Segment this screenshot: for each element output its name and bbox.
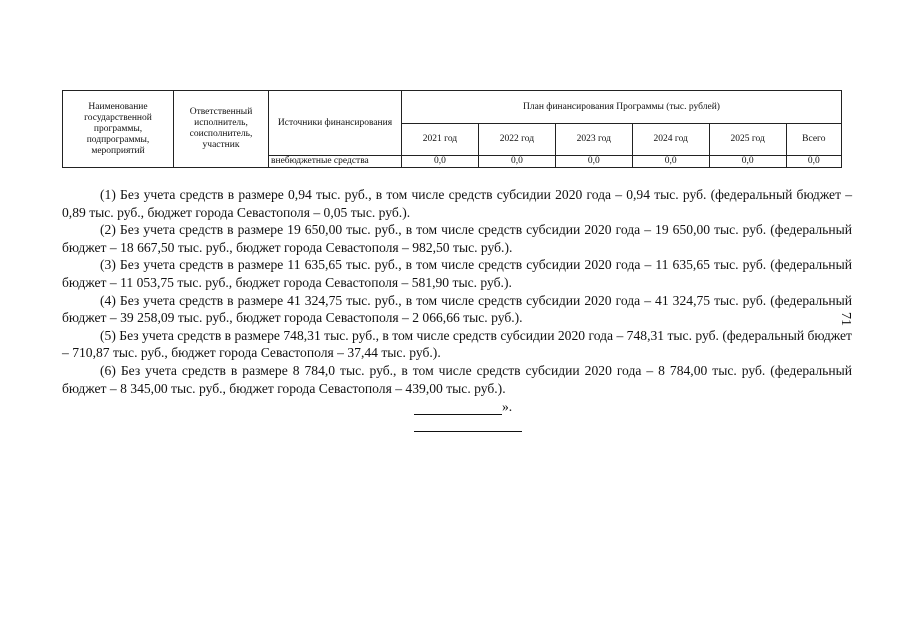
footnotes bbox=[62, 186, 852, 397]
footnote: (6) Без учета средств в размере 8 784,0 тыс. руб., в том числе средств субсидии 2020 года – 8 784,00 тыс. руб. (федеральный бюджет – 8 345,00 тыс. руб., бюджет города Севастополя – 439,00 тыс. руб.). bbox=[62, 362, 852, 396]
signature-line bbox=[414, 400, 502, 415]
footnote: (4) Без учета средств в размере 41 324,75 тыс. руб., в том числе средств субсидии 2020 года – 41 324,75 тыс. руб. (федеральный бюджет – 39 258,09 тыс. руб., бюджет города Севастополя – 2 066,66 тыс. руб.). bbox=[62, 292, 852, 326]
year-header: 2023 год bbox=[555, 124, 632, 156]
year-header: 2025 год bbox=[709, 124, 786, 156]
source-cell: внебюджетные средства bbox=[269, 156, 402, 168]
value-cell: 0,0 bbox=[632, 156, 709, 168]
footnote: (5) Без учета средств в размере 748,31 тыс. руб., в том числе средств субсидии 2020 года – 748,31 тыс. руб. (федеральный бюджет – 710,87 тыс. руб., бюджет города Севастополя – 37,44 тыс. руб.). bbox=[62, 327, 852, 361]
header-executor: Ответственный исполнитель, соисполнитель, участник bbox=[174, 91, 269, 168]
value-cell: 0,0 bbox=[478, 156, 555, 168]
footnote: (2) Без учета средств в размере 19 650,00 тыс. руб., в том числе средств субсидии 2020 года – 19 650,00 тыс. руб. (федеральный бюджет – 18 667,50 тыс. руб., бюджет города Севастополя – 982,50 тыс. руб.). bbox=[62, 222, 852, 255]
closing-quote: ». bbox=[502, 399, 513, 414]
page-number: 71 bbox=[838, 312, 853, 326]
closing-mark bbox=[414, 398, 512, 415]
header-program-name: Наименование государственной программы, подпрограммы, мероприятий bbox=[63, 91, 174, 168]
footnote: (1) Без учета средств в размере 0,94 тыс. руб., в том числе средств субсидии 2020 года – 0,94 тыс. руб. (федеральный бюджет – 0,89 тыс. руб., бюджет города Севастополя – 0,05 тыс. руб.). bbox=[62, 187, 852, 220]
value-cell: 0,0 bbox=[709, 156, 786, 168]
header-plan: План финансирования Программы (тыс. рублей) bbox=[402, 91, 842, 124]
divider-line bbox=[414, 431, 522, 432]
value-cell: 0,0 bbox=[786, 156, 841, 168]
value-cell: 0,0 bbox=[402, 156, 479, 168]
footnote: (3) Без учета средств в размере 11 635,65 тыс. руб., в том числе средств субсидии 2020 года – 11 635,65 тыс. руб. (федеральный бюджет – 11 053,75 тыс. руб., бюджет города Севастополя – 581,90 тыс. руб.). bbox=[62, 257, 852, 290]
total-header: Всего bbox=[786, 124, 841, 156]
financing-table bbox=[62, 90, 842, 168]
header-sources: Источники финансирования bbox=[269, 91, 402, 156]
year-header: 2024 год bbox=[632, 124, 709, 156]
year-header: 2021 год bbox=[402, 124, 479, 156]
year-header: 2022 год bbox=[478, 124, 555, 156]
value-cell: 0,0 bbox=[555, 156, 632, 168]
